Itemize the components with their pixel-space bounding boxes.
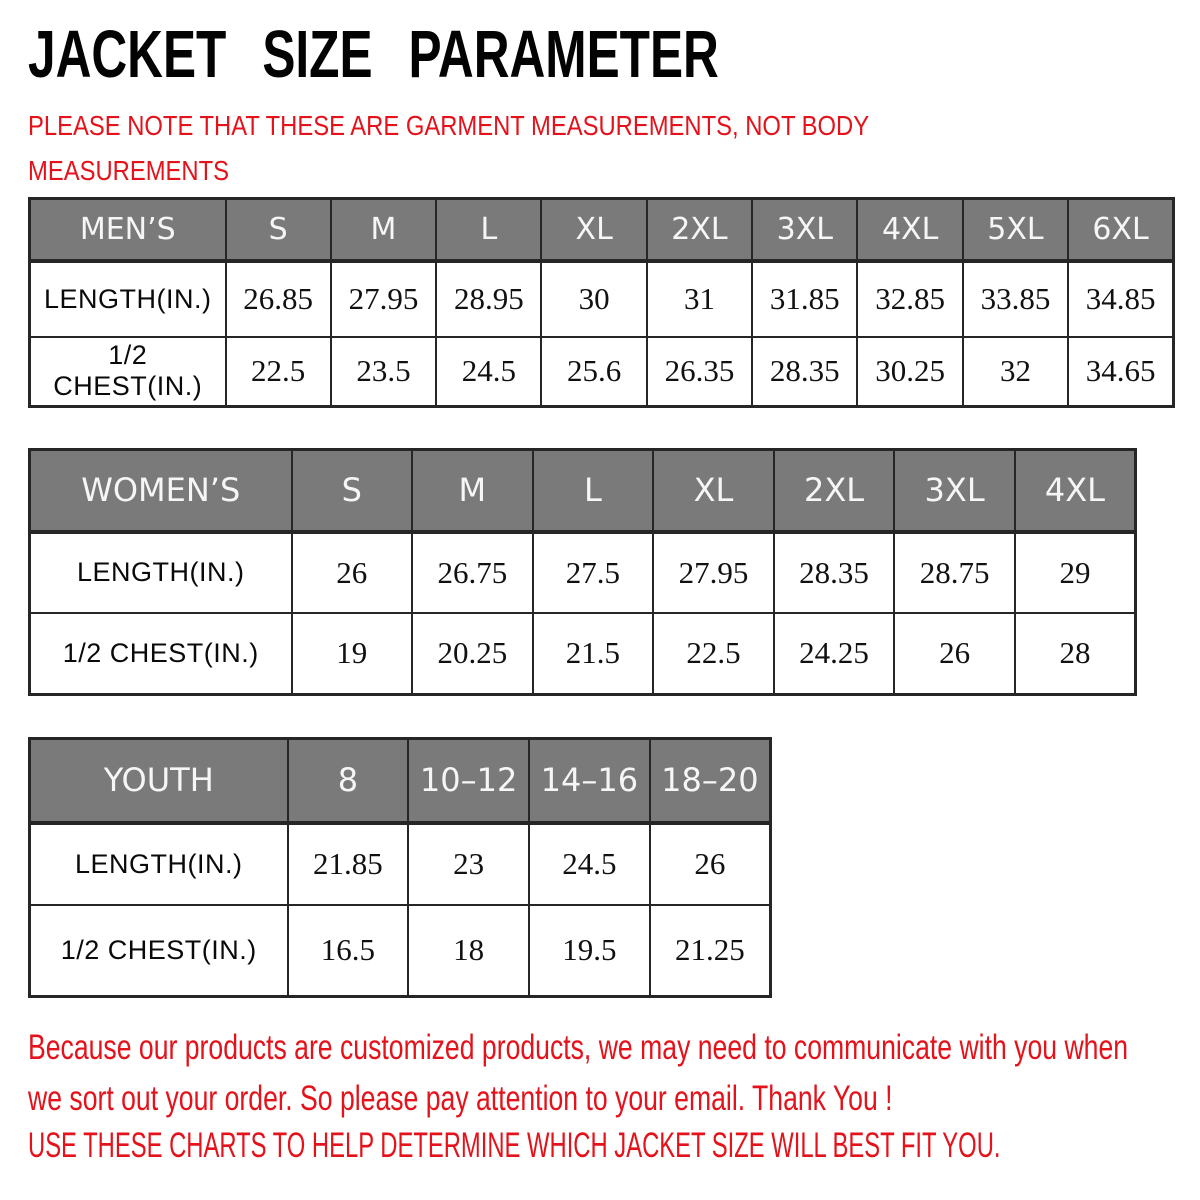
value-cell: 30 — [541, 261, 646, 337]
womens-table-title-cell: WOMEN’S — [30, 450, 292, 532]
value-cell: 27.5 — [533, 532, 654, 613]
size-header-cell: 5XL — [963, 199, 1068, 261]
value-cell: 18 — [408, 905, 529, 997]
youth-chest-row — [30, 905, 771, 997]
value-cell: 20.25 — [412, 613, 533, 695]
size-header-cell: 3XL — [894, 450, 1015, 532]
value-cell: 31.85 — [752, 261, 857, 337]
value-cell: 22.5 — [653, 613, 774, 695]
row-label-cell: 1/2 CHEST(IN.) — [30, 905, 288, 997]
mens-length-row — [30, 261, 1174, 337]
value-cell: 30.25 — [857, 337, 962, 407]
value-cell: 27.95 — [653, 532, 774, 613]
value-cell: 28 — [1015, 613, 1136, 695]
size-header-cell: M — [331, 199, 436, 261]
value-cell: 28.35 — [774, 532, 895, 613]
value-cell: 24.5 — [529, 823, 650, 905]
size-header-cell: 2XL — [774, 450, 895, 532]
value-cell: 26.75 — [412, 532, 533, 613]
mens-table-title-cell: MEN’S — [30, 199, 226, 261]
value-cell: 34.65 — [1068, 337, 1173, 407]
value-cell: 26.85 — [226, 261, 331, 337]
row-label-cell: 1/2 CHEST(IN.) — [30, 337, 226, 407]
size-header-cell: L — [436, 199, 541, 261]
size-header-cell: 10–12 — [408, 739, 529, 823]
youth-length-row — [30, 823, 771, 905]
value-cell: 24.5 — [436, 337, 541, 407]
value-cell: 34.85 — [1068, 261, 1173, 337]
womens-size-header-row — [30, 450, 1136, 532]
size-header-cell: 3XL — [752, 199, 857, 261]
value-cell: 21.5 — [533, 613, 654, 695]
mens-chest-row — [30, 337, 1174, 407]
row-label-cell: LENGTH(IN.) — [30, 261, 226, 337]
youth-table-title-cell: YOUTH — [30, 739, 288, 823]
mens-size-header-row — [30, 199, 1174, 261]
size-header-cell: XL — [541, 199, 646, 261]
row-label-cell: LENGTH(IN.) — [30, 823, 288, 905]
value-cell: 26 — [650, 823, 771, 905]
size-header-cell: 6XL — [1068, 199, 1173, 261]
value-cell: 32 — [963, 337, 1068, 407]
size-header-cell: XL — [653, 450, 774, 532]
value-cell: 29 — [1015, 532, 1136, 613]
value-cell: 28.95 — [436, 261, 541, 337]
value-cell: 16.5 — [288, 905, 409, 997]
size-header-cell: 18–20 — [650, 739, 771, 823]
value-cell: 23.5 — [331, 337, 436, 407]
womens-chest-row — [30, 613, 1136, 695]
value-cell: 32.85 — [857, 261, 962, 337]
size-header-cell: 2XL — [647, 199, 752, 261]
value-cell: 19 — [292, 613, 413, 695]
size-header-cell: M — [412, 450, 533, 532]
mens-size-table — [28, 197, 1175, 408]
fit-advice-text: USE THESE CHARTS TO HELP DETERMINE WHICH JACKET SIZE WILL BEST FIT YOU. — [28, 1126, 1001, 1165]
value-cell: 26.35 — [647, 337, 752, 407]
value-cell: 26 — [894, 613, 1015, 695]
value-cell: 23 — [408, 823, 529, 905]
value-cell: 31 — [647, 261, 752, 337]
value-cell: 19.5 — [529, 905, 650, 997]
womens-length-row — [30, 532, 1136, 613]
size-header-cell: L — [533, 450, 654, 532]
value-cell: 21.25 — [650, 905, 771, 997]
value-cell: 21.85 — [288, 823, 409, 905]
size-header-cell: 8 — [288, 739, 409, 823]
value-cell: 26 — [292, 532, 413, 613]
value-cell: 24.25 — [774, 613, 895, 695]
value-cell: 27.95 — [331, 261, 436, 337]
womens-size-table — [28, 448, 1137, 696]
page-title: JACKET SIZE PARAMETER — [28, 17, 719, 92]
size-header-cell: S — [292, 450, 413, 532]
value-cell: 25.6 — [541, 337, 646, 407]
value-cell: 33.85 — [963, 261, 1068, 337]
row-label-cell: LENGTH(IN.) — [30, 532, 292, 613]
youth-size-table — [28, 737, 772, 998]
size-header-cell: 4XL — [1015, 450, 1136, 532]
value-cell: 28.75 — [894, 532, 1015, 613]
value-cell: 28.35 — [752, 337, 857, 407]
size-header-cell: 14–16 — [529, 739, 650, 823]
value-cell: 22.5 — [226, 337, 331, 407]
customization-notice: Because our products are customized products, we may need to communicate with you when we sort out your order. So please pay attention to your email. Thank You ! — [28, 1028, 1129, 1118]
size-header-cell: S — [226, 199, 331, 261]
size-header-cell: 4XL — [857, 199, 962, 261]
row-label-cell: 1/2 CHEST(IN.) — [30, 613, 292, 695]
garment-measurement-note: PLEASE NOTE THAT THESE ARE GARMENT MEASUREMENTS, NOT BODY MEASUREMENTS — [28, 110, 869, 186]
youth-size-header-row — [30, 739, 771, 823]
